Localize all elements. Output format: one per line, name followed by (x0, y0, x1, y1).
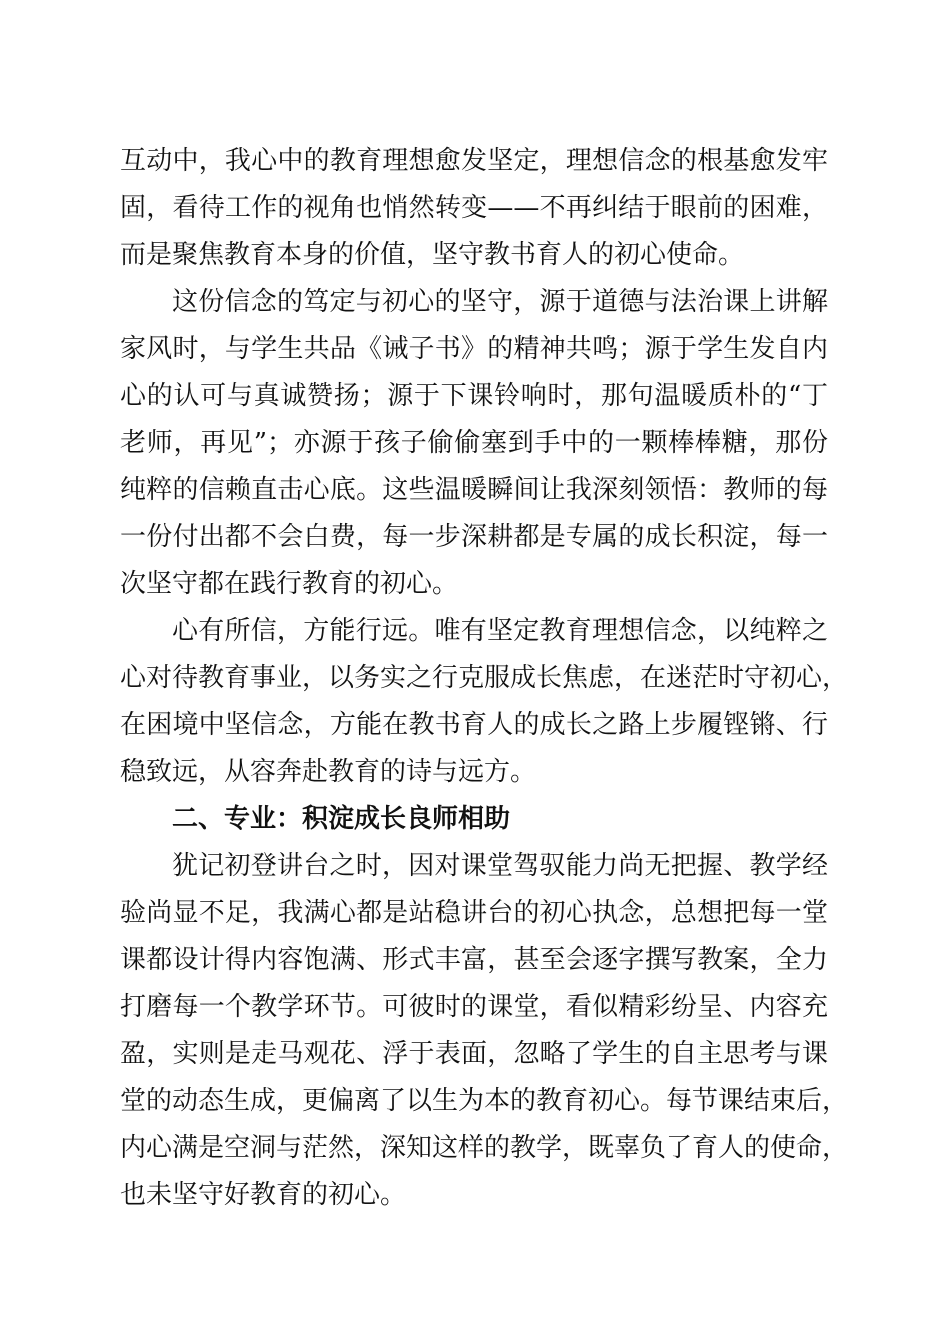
paragraph-4-line-3: 课都设计得内容饱满、形式丰富，甚至会逐字撰写教案，全力 (120, 945, 828, 975)
paragraph-3-line-2: 心对待教育事业，以务实之行克服成长焦虑，在迷茫时守初心， (120, 663, 849, 693)
paragraph-3-line-4: 稳致远，从容奔赴教育的诗与远方。 (120, 757, 537, 787)
paragraph-2-line-2: 家风时，与学生共品《诫子书》的精神共鸣；源于学生发自内 (120, 334, 828, 364)
paragraph-3-line-1: 心有所信，方能行远。唯有坚定教育理想信念，以纯粹之 (172, 616, 828, 646)
paragraph-1-line-1: 互动中，我心中的教育理想愈发坚定，理想信念的根基愈发牢 (120, 146, 828, 176)
paragraph-4-line-5: 盈，实则是走马观花、浮于表面，忽略了学生的自主思考与课 (120, 1039, 828, 1069)
paragraph-4-line-2: 验尚显不足，我满心都是站稳讲台的初心执念，总想把每一堂 (120, 898, 828, 928)
paragraph-4-line-4: 打磨每一个教学环节。可彼时的课堂，看似精彩纷呈、内容充 (120, 992, 828, 1022)
section-heading: 二、专业：积淀成长良师相助 (172, 804, 511, 834)
paragraph-4-line-6: 堂的动态生成，更偏离了以生为本的教育初心。每节课结束后， (120, 1086, 849, 1116)
paragraph-2-line-7: 次坚守都在践行教育的初心。 (120, 569, 459, 599)
paragraph-2-line-3: 心的认可与真诚赞扬；源于下课铃响时，那句温暖质朴的“丁 (120, 381, 828, 411)
paragraph-2-line-5: 纯粹的信赖直击心底。这些温暖瞬间让我深刻领悟：教师的每 (120, 475, 828, 505)
paragraph-2-line-1: 这份信念的笃定与初心的坚守，源于道德与法治课上讲解 (172, 287, 828, 317)
paragraph-3-line-3: 在困境中坚信念，方能在教书育人的成长之路上步履铿锵、行 (120, 710, 828, 740)
paragraph-1-line-3: 而是聚焦教育本身的价值，坚守教书育人的初心使命。 (120, 240, 745, 270)
paragraph-2-line-4: 老师，再见”；亦源于孩子偷偷塞到手中的一颗棒棒糖，那份 (120, 428, 828, 458)
paragraph-4-line-7: 内心满是空洞与茫然，深知这样的教学，既辜负了育人的使命， (120, 1133, 849, 1163)
paragraph-4-line-1: 犹记初登讲台之时，因对课堂驾驭能力尚无把握、教学经 (172, 851, 828, 881)
paragraph-4-line-8: 也未坚守好教育的初心。 (120, 1180, 407, 1210)
paragraph-2-line-6: 一份付出都不会白费，每一步深耕都是专属的成长积淀，每一 (120, 522, 828, 552)
paragraph-1-line-2: 固，看待工作的视角也悄然转变——不再纠结于眼前的困难， (120, 193, 828, 223)
